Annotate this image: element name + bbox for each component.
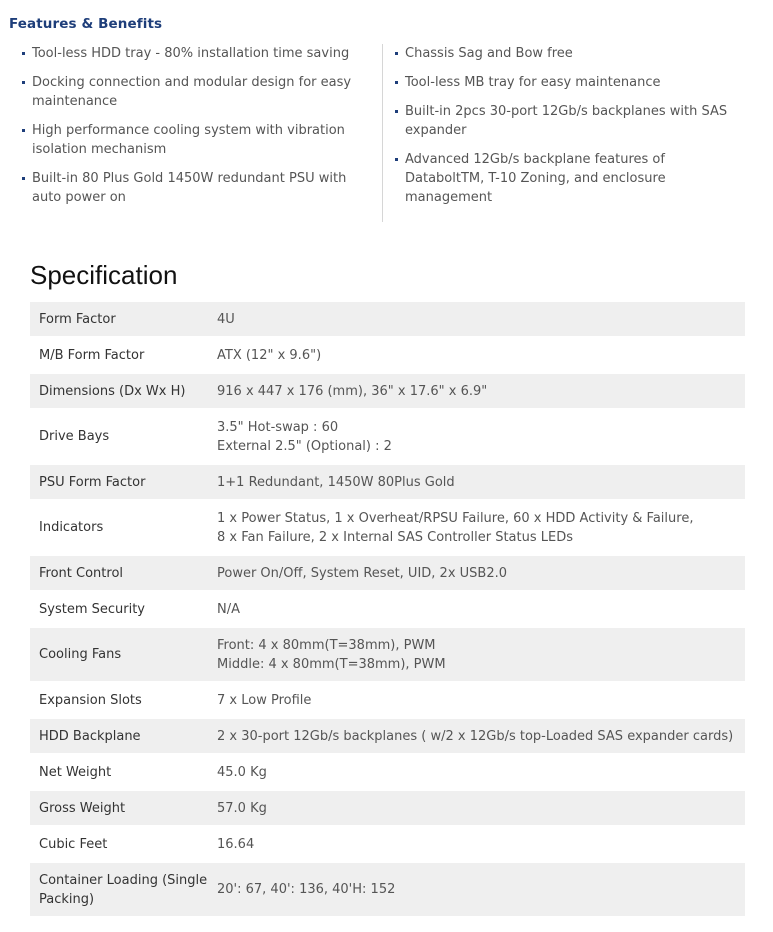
spec-value <box>217 827 745 863</box>
square-bullet-icon <box>395 110 398 113</box>
spec-label: Expansion Slots <box>30 683 217 719</box>
spec-value-line: External 2.5" (Optional) : 2 <box>217 438 392 454</box>
spec-value-line: 16.64 <box>217 836 255 852</box>
spec-value <box>217 556 745 592</box>
feature-item <box>395 44 745 63</box>
spec-value <box>217 410 745 465</box>
spec-value <box>217 302 745 338</box>
feature-text: Chassis Sag and Bow free <box>405 46 573 61</box>
feature-item <box>395 73 745 92</box>
square-bullet-icon <box>22 81 25 84</box>
spec-row <box>30 755 745 791</box>
feature-item <box>22 169 374 207</box>
spec-value-line: Middle: 4 x 80mm(T=38mm), PWM <box>217 656 446 672</box>
feature-item <box>395 102 745 140</box>
spec-value <box>217 628 745 683</box>
spec-value-line: 3.5" Hot-swap : 60 <box>217 419 339 435</box>
spec-table <box>30 302 745 918</box>
spec-row <box>30 374 745 410</box>
feature-text: Tool-less HDD tray - 80% installation time saving <box>32 46 350 61</box>
spec-value-line: 57.0 Kg <box>217 800 267 816</box>
spec-row <box>30 863 745 918</box>
spec-value-line: 45.0 Kg <box>217 764 267 780</box>
spec-label: Form Factor <box>30 302 217 338</box>
square-bullet-icon <box>395 158 398 161</box>
spec-value <box>217 592 745 628</box>
spec-value <box>217 719 745 755</box>
spec-value-line: N/A <box>217 601 240 617</box>
spec-row <box>30 556 745 592</box>
spec-label: Container Loading (Single Packing) <box>30 863 217 918</box>
spec-label: Dimensions (Dx Wx H) <box>30 374 217 410</box>
spec-value-line: 20': 67, 40': 136, 40'H: 152 <box>217 882 396 897</box>
spec-title: Specification <box>30 260 178 290</box>
features-section <box>0 44 773 222</box>
spec-row <box>30 827 745 863</box>
spec-label: Front Control <box>30 556 217 592</box>
spec-label: Cubic Feet <box>30 827 217 863</box>
spec-label: HDD Backplane <box>30 719 217 755</box>
spec-value-line: 916 x 447 x 176 (mm), 36" x 17.6" x 6.9" <box>217 383 488 399</box>
spec-value-line: 1 x Power Status, 1 x Overheat/RPSU Failure, 60 x HDD Activity & Failure, <box>217 510 694 526</box>
spec-value-line: 4U <box>217 311 235 327</box>
spec-row <box>30 719 745 755</box>
spec-value-line: 2 x 30-port 12Gb/s backplanes ( w/2 x 12Gb/s top-Loaded SAS expander cards) <box>217 728 734 744</box>
square-bullet-icon <box>395 81 398 84</box>
spec-value <box>217 374 745 410</box>
spec-value-line: 8 x Fan Failure, 2 x Internal SAS Controller Status LEDs <box>217 529 573 545</box>
spec-row <box>30 410 745 465</box>
square-bullet-icon <box>22 129 25 132</box>
spec-value <box>217 338 745 374</box>
spec-row <box>30 592 745 628</box>
feature-text: Built-in 2pcs 30-port 12Gb/s backplanes with SAS expander <box>405 104 728 138</box>
spec-value <box>217 755 745 791</box>
feature-item <box>22 121 374 159</box>
spec-value-line: Front: 4 x 80mm(T=38mm), PWM <box>217 637 436 653</box>
column-divider <box>382 44 383 222</box>
spec-label: M/B Form Factor <box>30 338 217 374</box>
spec-label: Cooling Fans <box>30 628 217 683</box>
spec-label: Indicators <box>30 501 217 556</box>
spec-row <box>30 791 745 827</box>
feature-text: High performance cooling system with vibration isolation mechanism <box>32 123 345 157</box>
feature-text: Docking connection and modular design for easy maintenance <box>32 75 352 109</box>
spec-row <box>30 465 745 501</box>
feature-text: Tool-less MB tray for easy maintenance <box>405 75 661 90</box>
spec-label: Drive Bays <box>30 410 217 465</box>
spec-row <box>30 338 745 374</box>
feature-item <box>22 44 374 63</box>
feature-item <box>22 73 374 111</box>
spec-value <box>217 501 745 556</box>
spec-label: System Security <box>30 592 217 628</box>
features-left-list <box>22 44 374 217</box>
spec-table-body <box>30 302 745 918</box>
features-right-list <box>395 44 745 217</box>
spec-label: Gross Weight <box>30 791 217 827</box>
spec-value-line: 1+1 Redundant, 1450W 80Plus Gold <box>217 474 455 490</box>
spec-value-line: Power On/Off, System Reset, UID, 2x USB2.0 <box>217 565 508 581</box>
features-title: Features & Benefits <box>9 16 163 32</box>
spec-row <box>30 628 745 683</box>
square-bullet-icon <box>395 52 398 55</box>
square-bullet-icon <box>22 177 25 180</box>
spec-value <box>217 465 745 501</box>
spec-value <box>217 683 745 719</box>
spec-label: Net Weight <box>30 755 217 791</box>
spec-value <box>217 863 745 918</box>
feature-text: Advanced 12Gb/s backplane features of DataboltTM, T-10 Zoning, and enclosure management <box>405 152 666 205</box>
square-bullet-icon <box>22 52 25 55</box>
spec-value-line: 7 x Low Profile <box>217 692 312 708</box>
spec-row <box>30 501 745 556</box>
feature-text: Built-in 80 Plus Gold 1450W redundant PSU with auto power on <box>32 171 347 205</box>
spec-row <box>30 302 745 338</box>
spec-value <box>217 791 745 827</box>
spec-value-line: ATX (12" x 9.6") <box>217 347 322 363</box>
spec-label: PSU Form Factor <box>30 465 217 501</box>
spec-row <box>30 683 745 719</box>
feature-item <box>395 150 745 207</box>
